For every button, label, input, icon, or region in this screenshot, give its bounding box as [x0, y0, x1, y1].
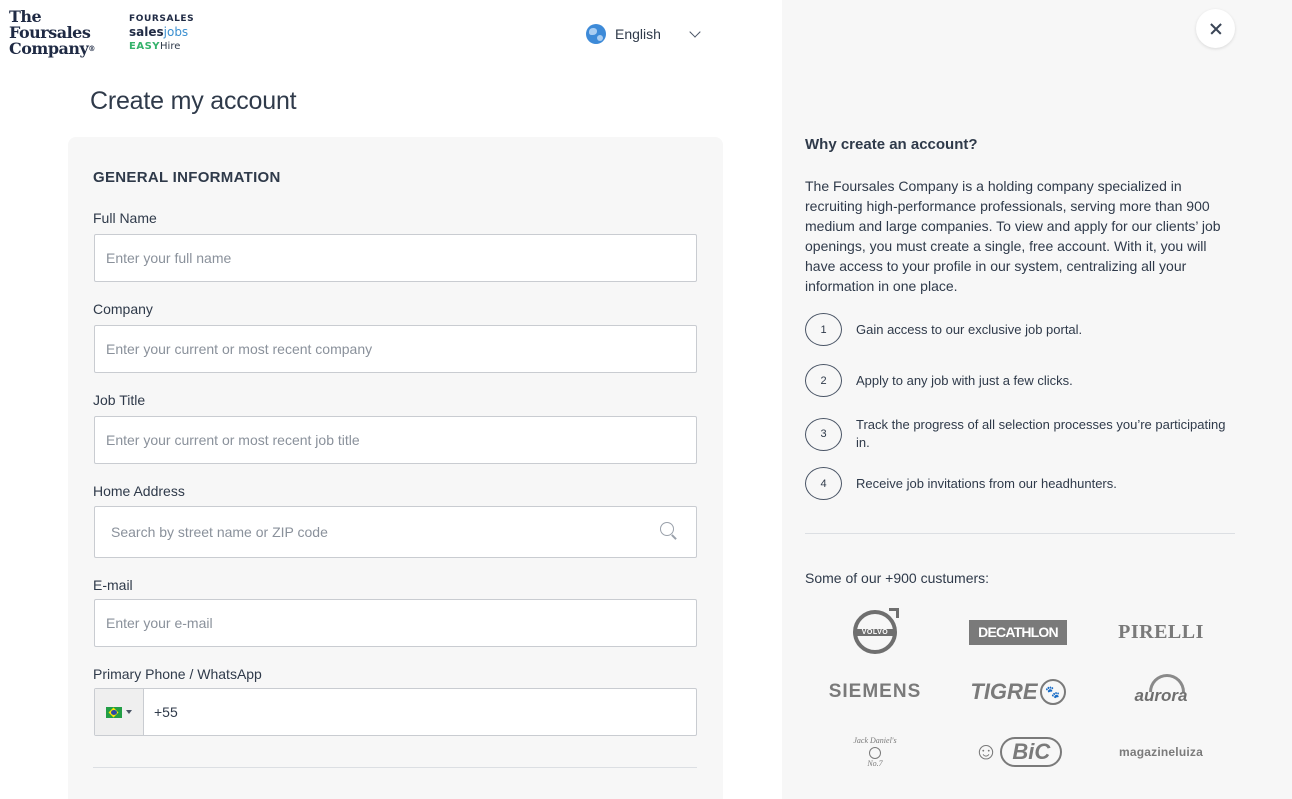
foursales-company-logo[interactable] — [9, 9, 109, 57]
tigre-text: TIGRE — [970, 679, 1038, 704]
siemens-logo — [815, 668, 935, 716]
pirelli-logo — [1101, 608, 1221, 656]
volvo-logo — [815, 608, 935, 656]
benefit-item — [805, 467, 1245, 500]
seal-icon — [869, 747, 881, 759]
logo-line: Company — [9, 39, 89, 58]
language-selector[interactable] — [586, 23, 699, 45]
info-sidebar — [782, 0, 1292, 799]
registered-mark: ® — [88, 44, 95, 53]
salesjobs-part-a: sales — [129, 25, 164, 39]
brand-sublogos — [129, 14, 194, 54]
jack-number: No.7 — [867, 759, 883, 768]
general-information-card — [68, 137, 723, 799]
benefit-item — [805, 364, 1245, 397]
caret-down-icon — [126, 710, 132, 714]
benefit-item — [805, 416, 1245, 452]
jack-daniels-logo — [815, 728, 935, 776]
company-input[interactable] — [94, 325, 697, 373]
benefit-text: Receive job invitations from our headhunters. — [856, 475, 1117, 491]
company-label: Company — [93, 301, 153, 317]
step-number: 1 — [805, 313, 842, 346]
magalu-text: magazineluiza — [1119, 745, 1203, 759]
page-title: Create my account — [90, 87, 297, 115]
job-title-input[interactable] — [94, 416, 697, 464]
logo-line: The — [9, 7, 42, 26]
benefit-text: Apply to any job with just a few clicks. — [856, 372, 1073, 388]
step-number: 3 — [805, 418, 842, 451]
aurora-logo — [1101, 668, 1221, 716]
phone-input[interactable] — [144, 689, 696, 735]
step-number: 2 — [805, 364, 842, 397]
pirelli-text: PIRELLI — [1118, 620, 1204, 643]
benefit-item — [805, 313, 1245, 346]
foursales-sublogo: FOURSALES — [129, 14, 195, 24]
brazil-flag-icon — [106, 707, 122, 718]
why-description: The Foursales Company is a holding company specialized in recruiting high-performance professionals, serving more than 900 medium and large companies. To view and apply for our clients’ job openings, you must create a single, free account. With it, you will have access to your profile in our system, centralizing all your information in one place. — [805, 178, 1221, 294]
home-address-input[interactable] — [95, 507, 635, 557]
globe-icon — [586, 24, 606, 44]
divider — [805, 533, 1235, 534]
salesjobs-logo — [129, 25, 194, 40]
phone-label: Primary Phone / WhatsApp — [93, 666, 262, 682]
close-button[interactable] — [1196, 9, 1235, 48]
phone-field — [94, 688, 697, 736]
bic-boy-icon: ☺ — [973, 738, 999, 765]
full-name-label: Full Name — [93, 210, 157, 226]
magazine-luiza-logo — [1101, 728, 1221, 776]
benefit-text: Track the progress of all selection processes you’re participating in. — [856, 417, 1226, 450]
why-title: Why create an account? — [805, 136, 978, 153]
country-code-selector[interactable] — [95, 689, 144, 735]
section-title: GENERAL INFORMATION — [93, 169, 281, 186]
tigre-logo — [958, 668, 1078, 716]
aurora-text: aurora — [1135, 678, 1188, 706]
language-label: English — [615, 26, 661, 42]
email-input[interactable] — [94, 599, 697, 647]
bic-text: BiC — [1000, 737, 1062, 767]
benefit-text: Gain access to our exclusive job portal. — [856, 321, 1083, 337]
step-number: 4 — [805, 467, 842, 500]
bic-logo — [958, 728, 1078, 776]
full-name-input[interactable] — [94, 234, 697, 282]
email-label: E-mail — [93, 577, 133, 593]
paw-icon: 🐾 — [1040, 679, 1066, 705]
chevron-down-icon — [689, 26, 700, 37]
volvo-text: VOLVO — [861, 628, 889, 636]
search-icon[interactable] — [660, 522, 678, 540]
divider — [93, 767, 697, 768]
decathlon-text: DECATHLON — [969, 620, 1067, 645]
decathlon-logo — [958, 608, 1078, 656]
salesjobs-part-b: jobs — [163, 25, 189, 39]
easyhire-part-a: EASY — [129, 41, 161, 52]
home-address-label: Home Address — [93, 483, 185, 499]
easyhire-part-b: Hire — [160, 41, 181, 52]
easyhire-logo — [129, 40, 194, 54]
logo-line: Foursales — [9, 23, 91, 42]
jack-text: Jack Daniel's — [853, 736, 897, 745]
siemens-text: SIEMENS — [828, 681, 922, 702]
job-title-label: Job Title — [93, 392, 146, 408]
home-address-field — [94, 506, 697, 558]
customers-title: Some of our +900 custumers: — [805, 570, 990, 586]
